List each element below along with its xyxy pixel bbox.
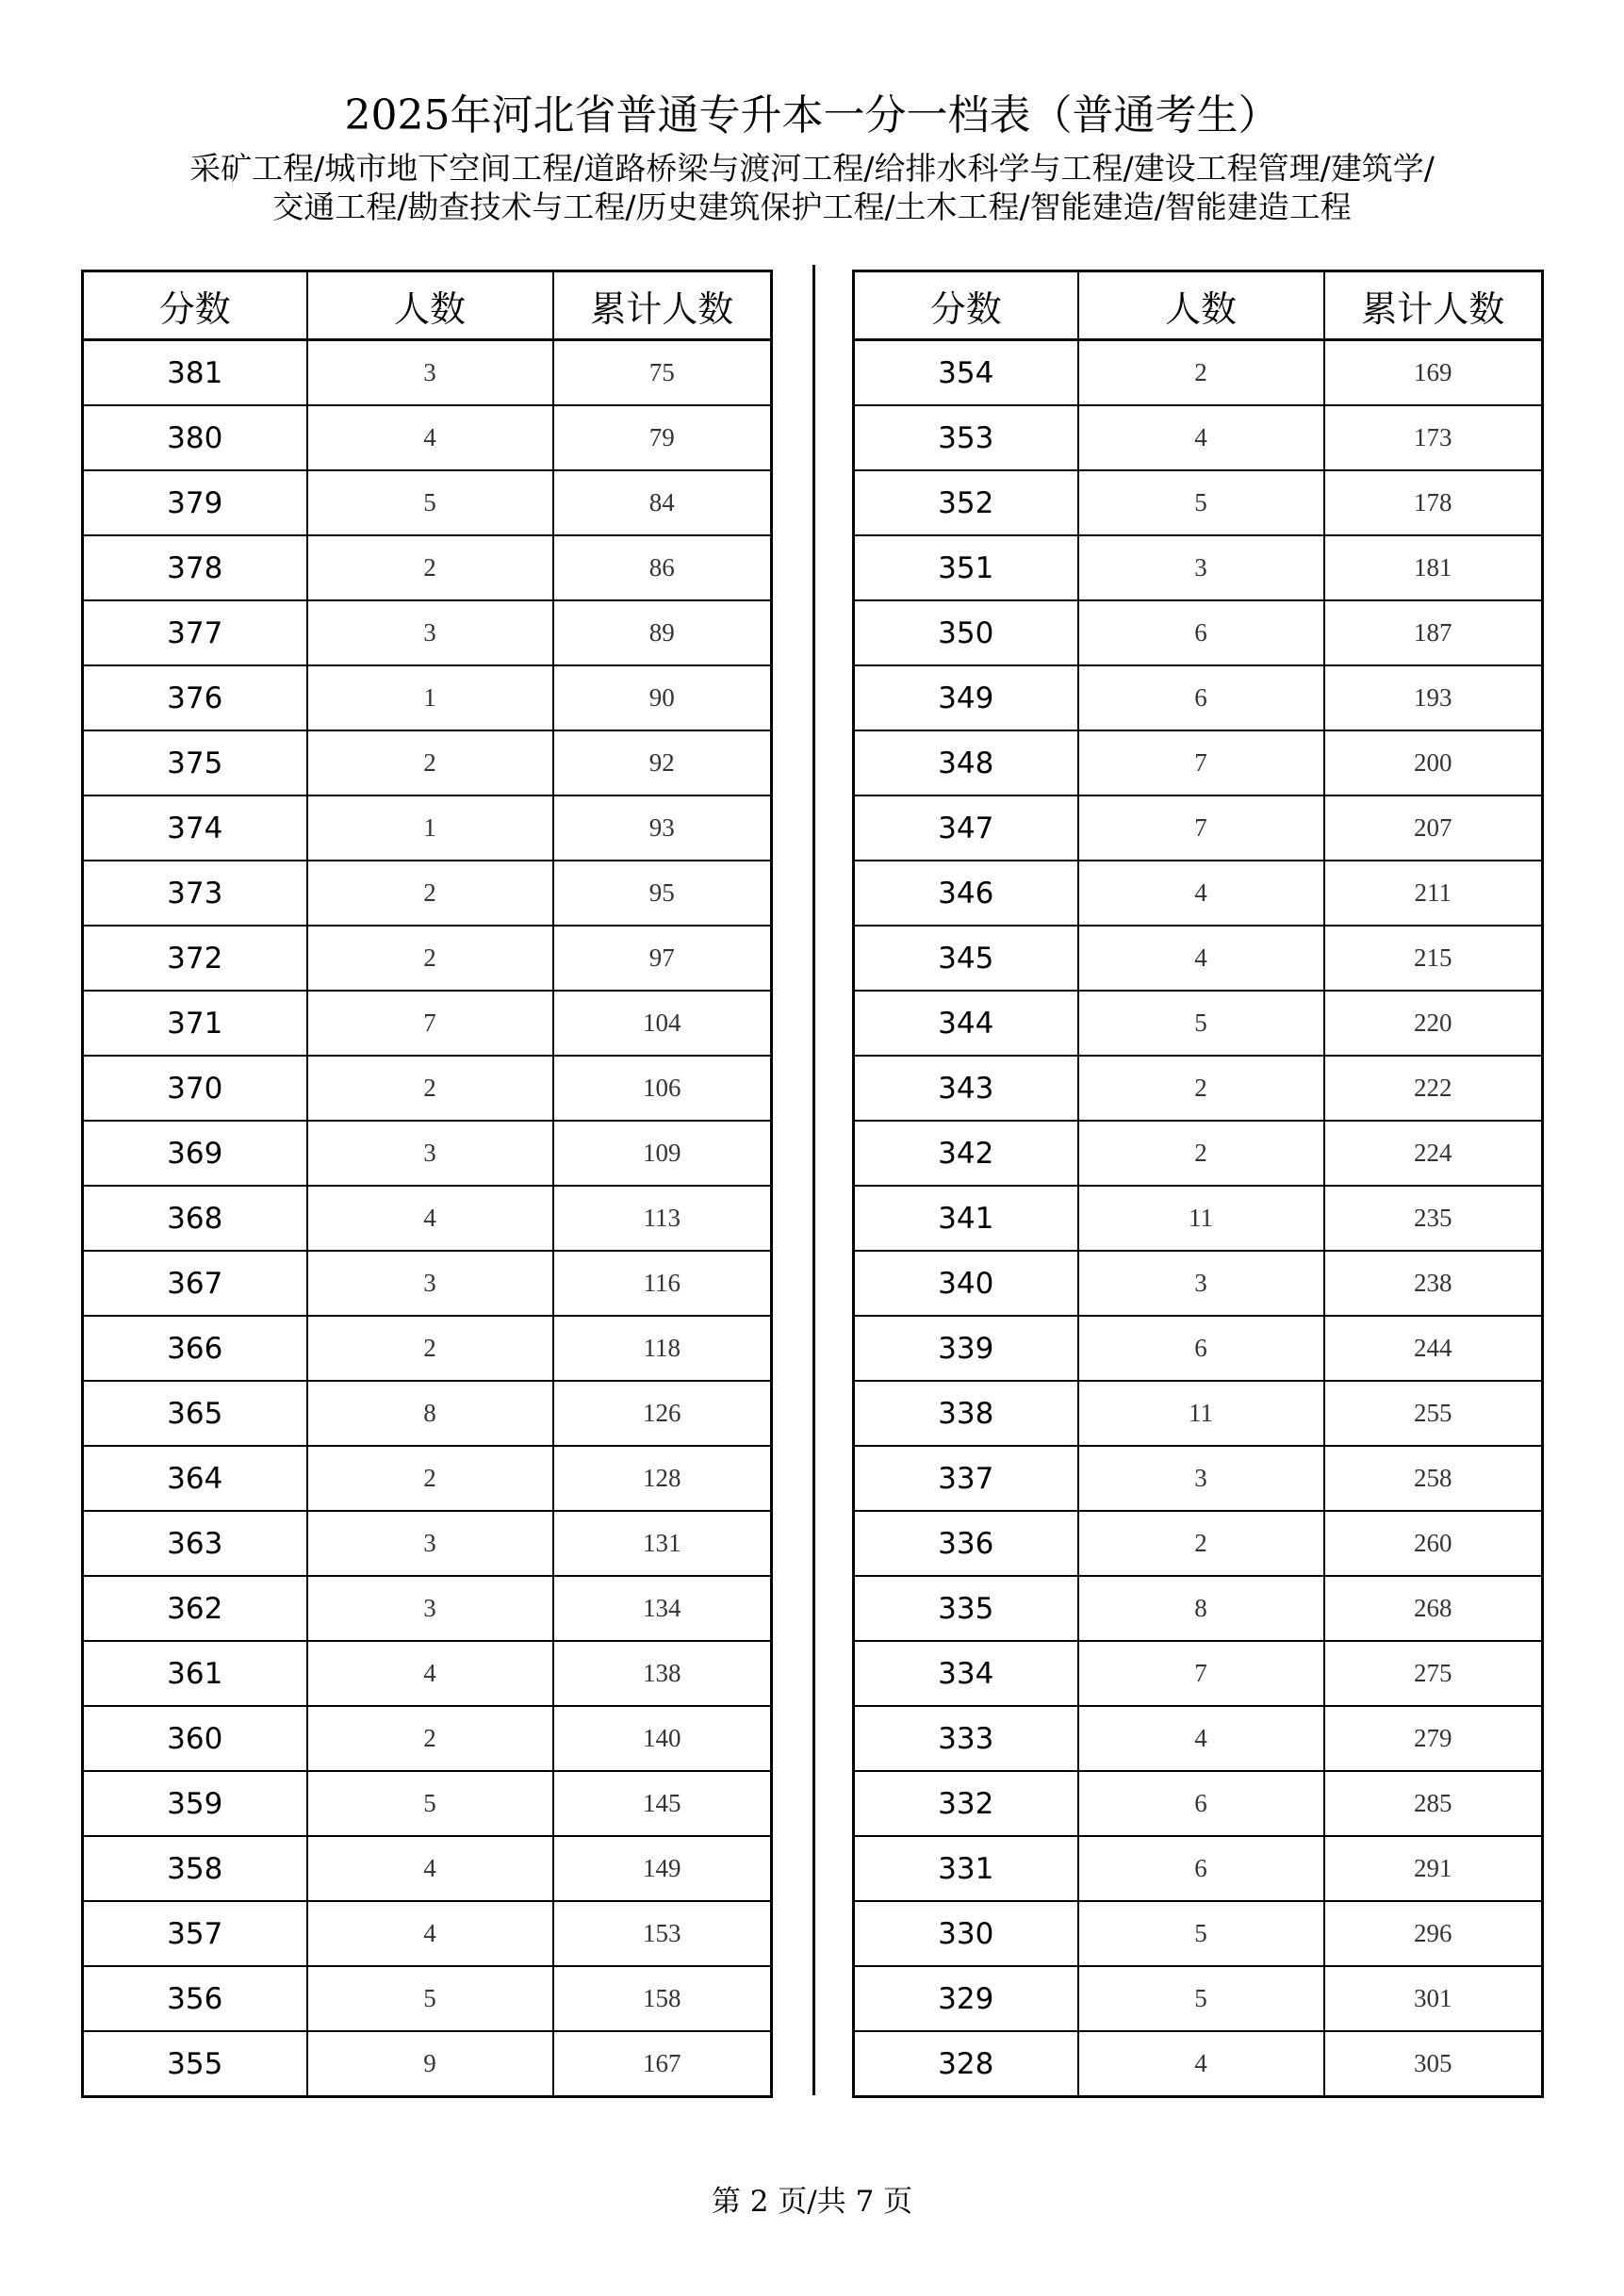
count-cell: 2: [307, 861, 553, 926]
score-cell: 329: [854, 1966, 1078, 2031]
table-row: [83, 1186, 772, 1251]
count-cell: 3: [1078, 1446, 1324, 1511]
count-cell: 4: [1078, 1706, 1324, 1771]
table-row: [83, 991, 772, 1056]
table-row: [854, 1901, 1543, 1966]
table-row: [854, 1056, 1543, 1121]
cumulative-cell: 149: [553, 1836, 772, 1901]
cumulative-cell: 235: [1324, 1186, 1543, 1251]
cumulative-cell: 93: [553, 795, 772, 861]
count-cell: 3: [307, 600, 553, 665]
cumulative-cell: 296: [1324, 1901, 1543, 1966]
cumulative-cell: 153: [553, 1901, 772, 1966]
cumulative-cell: 211: [1324, 861, 1543, 926]
count-cell: 7: [307, 991, 553, 1056]
score-cell: 381: [83, 340, 307, 406]
score-cell: 367: [83, 1251, 307, 1316]
count-cell: 6: [1078, 1836, 1324, 1901]
table-row: [83, 1446, 772, 1511]
cumulative-cell: 301: [1324, 1966, 1543, 2031]
count-cell: 4: [1078, 861, 1324, 926]
count-cell: 1: [307, 795, 553, 861]
cumulative-cell: 285: [1324, 1771, 1543, 1836]
cumulative-cell: 116: [553, 1251, 772, 1316]
cumulative-cell: 224: [1324, 1121, 1543, 1186]
cumulative-cell: 167: [553, 2031, 772, 2097]
cumulative-cell: 255: [1324, 1381, 1543, 1446]
score-cell: 352: [854, 470, 1078, 535]
score-cell: 339: [854, 1316, 1078, 1381]
table-row: [83, 1316, 772, 1381]
page-number: 第 2 页/共 7 页: [711, 2185, 913, 2219]
table-row: [854, 795, 1543, 861]
table-row: [83, 405, 772, 470]
cumulative-cell: 207: [1324, 795, 1543, 861]
cumulative-cell: 279: [1324, 1706, 1543, 1771]
table-row: [854, 470, 1543, 535]
cumulative-cell: 97: [553, 926, 772, 991]
cumulative-cell: 258: [1324, 1446, 1543, 1511]
score-cell: 334: [854, 1641, 1078, 1706]
count-cell: 5: [1078, 1901, 1324, 1966]
count-cell: 2: [1078, 1056, 1324, 1121]
table-row: [854, 1381, 1543, 1446]
score-cell: 364: [83, 1446, 307, 1511]
table-row: [854, 405, 1543, 470]
score-cell: 369: [83, 1121, 307, 1186]
score-cell: 341: [854, 1186, 1078, 1251]
score-cell: 353: [854, 405, 1078, 470]
score-cell: 348: [854, 730, 1078, 795]
score-table-left: [81, 270, 773, 2098]
score-cell: 336: [854, 1511, 1078, 1576]
cumulative-cell: 238: [1324, 1251, 1543, 1316]
cumulative-cell: 113: [553, 1186, 772, 1251]
cumulative-cell: 131: [553, 1511, 772, 1576]
score-cell: 351: [854, 535, 1078, 600]
cumulative-cell: 260: [1324, 1511, 1543, 1576]
table-row: [83, 1251, 772, 1316]
score-table-right: [852, 270, 1544, 2098]
score-cell: 360: [83, 1706, 307, 1771]
score-cell: 350: [854, 600, 1078, 665]
count-cell: 3: [1078, 535, 1324, 600]
table-row: [83, 1056, 772, 1121]
cumulative-cell: 106: [553, 1056, 772, 1121]
table-row: [83, 1901, 772, 1966]
cumulative-cell: 268: [1324, 1576, 1543, 1641]
table-row: [854, 600, 1543, 665]
table-row: [854, 1641, 1543, 1706]
cumulative-cell: 128: [553, 1446, 772, 1511]
header-count: 人数: [1078, 271, 1324, 340]
table-row: [854, 861, 1543, 926]
table-row: [854, 665, 1543, 730]
cumulative-cell: 126: [553, 1381, 772, 1446]
score-cell: 376: [83, 665, 307, 730]
count-cell: 4: [307, 1901, 553, 1966]
count-cell: 5: [307, 1771, 553, 1836]
score-cell: 354: [854, 340, 1078, 406]
score-cell: 356: [83, 1966, 307, 2031]
count-cell: 2: [1078, 1121, 1324, 1186]
table-row: [83, 2031, 772, 2097]
table-row: [83, 1121, 772, 1186]
table-row: [854, 1836, 1543, 1901]
score-cell: 357: [83, 1901, 307, 1966]
cumulative-cell: 200: [1324, 730, 1543, 795]
count-cell: 4: [1078, 926, 1324, 991]
cumulative-cell: 79: [553, 405, 772, 470]
count-cell: 5: [1078, 991, 1324, 1056]
table-row: [83, 1576, 772, 1641]
page-title: 2025年河北省普通专升本一分一档表（普通考生）: [344, 91, 1280, 139]
table-row: [83, 1381, 772, 1446]
count-cell: 4: [307, 1641, 553, 1706]
count-cell: 2: [307, 535, 553, 600]
cumulative-cell: 173: [1324, 405, 1543, 470]
score-cell: 345: [854, 926, 1078, 991]
cumulative-cell: 95: [553, 861, 772, 926]
score-cell: 340: [854, 1251, 1078, 1316]
score-cell: 366: [83, 1316, 307, 1381]
score-cell: 365: [83, 1381, 307, 1446]
count-cell: 9: [307, 2031, 553, 2097]
cumulative-cell: 215: [1324, 926, 1543, 991]
table-row: [83, 861, 772, 926]
score-cell: 328: [854, 2031, 1078, 2097]
cumulative-cell: 134: [553, 1576, 772, 1641]
table-row: [854, 1121, 1543, 1186]
score-cell: 358: [83, 1836, 307, 1901]
score-cell: 330: [854, 1901, 1078, 1966]
table-header-row: [854, 271, 1543, 340]
header-score: 分数: [854, 271, 1078, 340]
score-cell: 362: [83, 1576, 307, 1641]
column-divider: [812, 265, 815, 2095]
table-row: [83, 1511, 772, 1576]
header-count: 人数: [307, 271, 553, 340]
count-cell: 4: [307, 1836, 553, 1901]
count-cell: 5: [1078, 470, 1324, 535]
table-row: [83, 1771, 772, 1836]
table-row: [854, 730, 1543, 795]
count-cell: 11: [1078, 1381, 1324, 1446]
cumulative-cell: 86: [553, 535, 772, 600]
cumulative-cell: 90: [553, 665, 772, 730]
cumulative-cell: 109: [553, 1121, 772, 1186]
cumulative-cell: 92: [553, 730, 772, 795]
score-cell: 370: [83, 1056, 307, 1121]
count-cell: 1: [307, 665, 553, 730]
cumulative-cell: 169: [1324, 340, 1543, 406]
count-cell: 2: [307, 1706, 553, 1771]
count-cell: 7: [1078, 730, 1324, 795]
table-row: [83, 340, 772, 406]
score-cell: 349: [854, 665, 1078, 730]
table-row: [83, 1706, 772, 1771]
cumulative-cell: 145: [553, 1771, 772, 1836]
count-cell: 4: [1078, 405, 1324, 470]
subtitle-line-2: 交通工程/勘查技术与工程/历史建筑保护工程/土木工程/智能建造/智能建造工程: [272, 189, 1352, 225]
header-score: 分数: [83, 271, 307, 340]
table-row: [854, 340, 1543, 406]
subtitle-line-1: 采矿工程/城市地下空间工程/道路桥梁与渡河工程/给排水科学与工程/建设工程管理/建筑学/: [189, 150, 1435, 187]
score-cell: 338: [854, 1381, 1078, 1446]
header-cumulative: 累计人数: [1324, 271, 1543, 340]
score-cell: 346: [854, 861, 1078, 926]
table-row: [83, 535, 772, 600]
cumulative-cell: 291: [1324, 1836, 1543, 1901]
score-cell: 337: [854, 1446, 1078, 1511]
cumulative-cell: 158: [553, 1966, 772, 2031]
cumulative-cell: 305: [1324, 2031, 1543, 2097]
count-cell: 3: [1078, 1251, 1324, 1316]
count-cell: 8: [1078, 1576, 1324, 1641]
cumulative-cell: 244: [1324, 1316, 1543, 1381]
count-cell: 6: [1078, 600, 1324, 665]
count-cell: 3: [307, 1576, 553, 1641]
table-row: [854, 535, 1543, 600]
score-cell: 333: [854, 1706, 1078, 1771]
cumulative-cell: 140: [553, 1706, 772, 1771]
table-row: [854, 1251, 1543, 1316]
score-cell: 377: [83, 600, 307, 665]
table-row: [83, 926, 772, 991]
cumulative-cell: 89: [553, 600, 772, 665]
score-cell: 344: [854, 991, 1078, 1056]
table-row: [854, 1316, 1543, 1381]
score-cell: 363: [83, 1511, 307, 1576]
score-cell: 359: [83, 1771, 307, 1836]
score-cell: 378: [83, 535, 307, 600]
score-cell: 332: [854, 1771, 1078, 1836]
score-cell: 347: [854, 795, 1078, 861]
cumulative-cell: 104: [553, 991, 772, 1056]
count-cell: 7: [1078, 795, 1324, 861]
count-cell: 2: [307, 1316, 553, 1381]
score-cell: 361: [83, 1641, 307, 1706]
count-cell: 5: [307, 1966, 553, 2031]
table-row: [83, 1641, 772, 1706]
count-cell: 7: [1078, 1641, 1324, 1706]
score-cell: 371: [83, 991, 307, 1056]
cumulative-cell: 178: [1324, 470, 1543, 535]
count-cell: 8: [307, 1381, 553, 1446]
count-cell: 3: [307, 1251, 553, 1316]
table-row: [854, 926, 1543, 991]
count-cell: 6: [1078, 1771, 1324, 1836]
cumulative-cell: 138: [553, 1641, 772, 1706]
table-header-row: [83, 271, 772, 340]
cumulative-cell: 222: [1324, 1056, 1543, 1121]
score-cell: 374: [83, 795, 307, 861]
count-cell: 2: [307, 1056, 553, 1121]
count-cell: 5: [307, 470, 553, 535]
table-row: [83, 470, 772, 535]
count-cell: 2: [307, 1446, 553, 1511]
score-cell: 368: [83, 1186, 307, 1251]
table-row: [854, 1706, 1543, 1771]
cumulative-cell: 187: [1324, 600, 1543, 665]
count-cell: 5: [1078, 1966, 1324, 2031]
table-row: [83, 795, 772, 861]
table-row: [854, 1576, 1543, 1641]
table-row: [854, 1966, 1543, 2031]
table-row: [83, 1966, 772, 2031]
score-cell: 375: [83, 730, 307, 795]
count-cell: 4: [307, 1186, 553, 1251]
table-row: [854, 1511, 1543, 1576]
score-cell: 343: [854, 1056, 1078, 1121]
table-row: [854, 1186, 1543, 1251]
cumulative-cell: 193: [1324, 665, 1543, 730]
count-cell: 2: [307, 926, 553, 991]
score-cell: 335: [854, 1576, 1078, 1641]
count-cell: 6: [1078, 1316, 1324, 1381]
cumulative-cell: 181: [1324, 535, 1543, 600]
count-cell: 2: [307, 730, 553, 795]
count-cell: 3: [307, 340, 553, 406]
score-cell: 331: [854, 1836, 1078, 1901]
count-cell: 2: [1078, 1511, 1324, 1576]
count-cell: 11: [1078, 1186, 1324, 1251]
score-cell: 373: [83, 861, 307, 926]
table-row: [854, 1446, 1543, 1511]
score-cell: 380: [83, 405, 307, 470]
table-row: [83, 1836, 772, 1901]
cumulative-cell: 84: [553, 470, 772, 535]
table-row: [854, 1771, 1543, 1836]
cumulative-cell: 220: [1324, 991, 1543, 1056]
cumulative-cell: 275: [1324, 1641, 1543, 1706]
header-cumulative: 累计人数: [553, 271, 772, 340]
cumulative-cell: 118: [553, 1316, 772, 1381]
cumulative-cell: 75: [553, 340, 772, 406]
table-row: [854, 991, 1543, 1056]
count-cell: 3: [307, 1511, 553, 1576]
score-cell: 379: [83, 470, 307, 535]
count-cell: 6: [1078, 665, 1324, 730]
table-row: [854, 2031, 1543, 2097]
count-cell: 4: [307, 405, 553, 470]
count-cell: 3: [307, 1121, 553, 1186]
count-cell: 4: [1078, 2031, 1324, 2097]
table-row: [83, 730, 772, 795]
score-cell: 342: [854, 1121, 1078, 1186]
count-cell: 2: [1078, 340, 1324, 406]
score-cell: 372: [83, 926, 307, 991]
score-cell: 355: [83, 2031, 307, 2097]
table-row: [83, 600, 772, 665]
table-row: [83, 665, 772, 730]
